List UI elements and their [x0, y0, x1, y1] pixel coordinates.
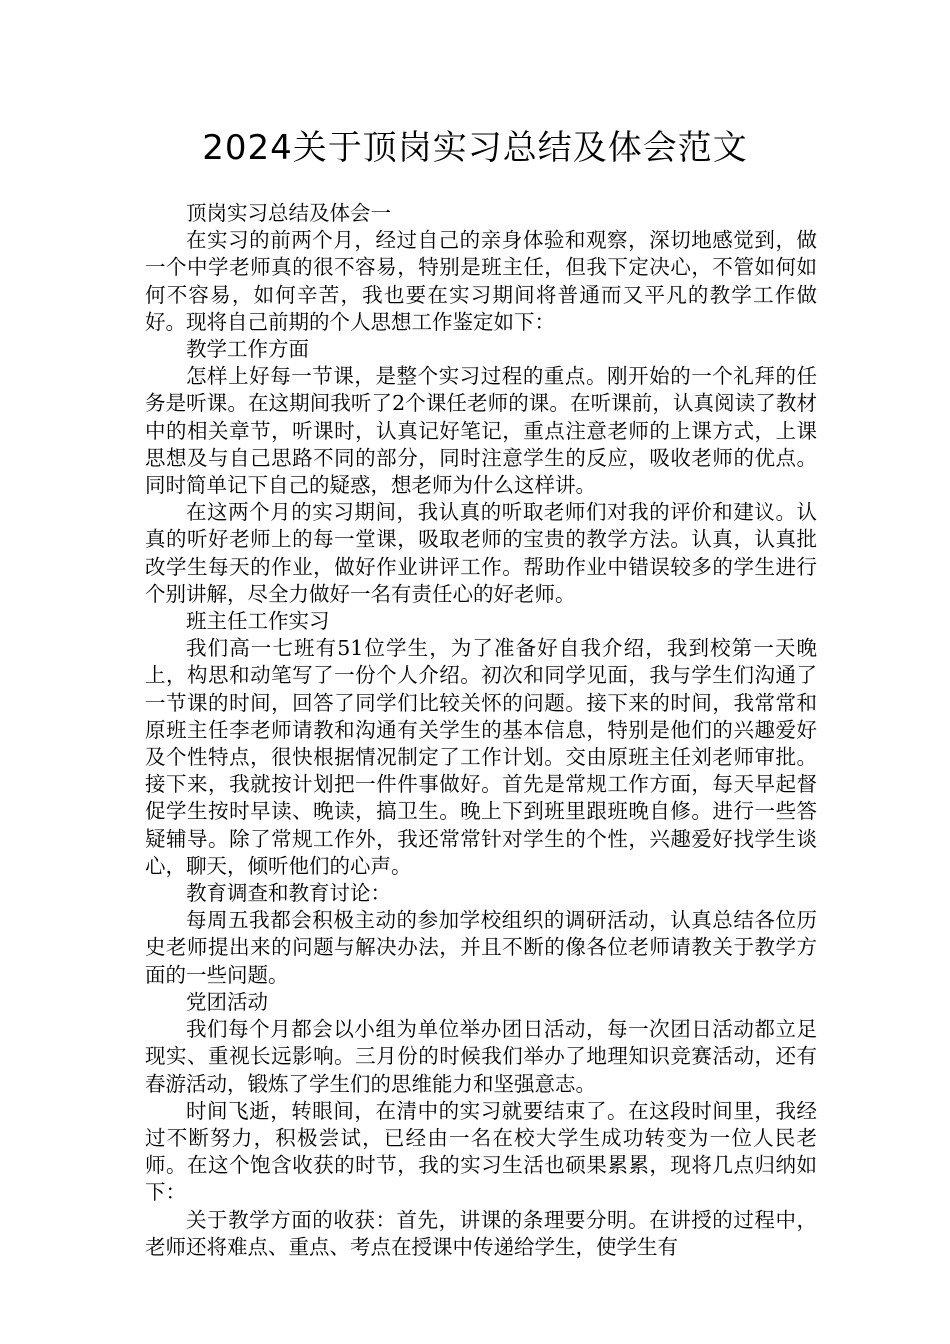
body-paragraph: 我们每个月都会以小组为单位举办团日活动，每一次团日活动都立足现实、重视长远影响。三月份的时候我们举办了地理知识竞赛活动，还有春游活动，锻炼了学生们的思维能力和坚强意志。	[145, 1017, 817, 1096]
document-body	[145, 200, 817, 1261]
section-heading: 党团活动	[186, 989, 268, 1014]
body-paragraph: 我们高一七班有51位学生，为了准备好自我介绍，我到校第一天晚上，构思和动笔写了一份个人介绍。初次和同学见面，我与学生们沟通了一节课的时间，回答了同学们比较关怀的问题。接下来的时间，我常常和原班主任李老师请教和沟通有关学生的基本信息，特别是他们的兴趣爱好及个性特点，很快根据情况制定了工作计划。交由原班主任刘老师审批。接下来，我就按计划把一件件事做好。首先是常规工作方面，每天早起督促学生按时早读、晚读，搞卫生。晚上下到班里跟班晚自修。进行一些答疑辅导。除了常规工作外，我还常常针对学生的个性，兴趣爱好找学生谈心，聊天，倾听他们的心声。	[145, 636, 817, 878]
section-heading: 教育调查和教育讨论：	[186, 881, 391, 906]
section-heading: 班主任工作实习	[186, 609, 330, 634]
body-paragraph: 怎样上好每一节课，是整个实习过程的重点。刚开始的一个礼拜的任务是听课。在这期间我听了2个课任老师的课。在听课前，认真阅读了教材中的相关章节，听课时，认真记好笔记，重点注意老师的上课方式，上课思想及与自己思路不同的部分，同时注意学生的反应，吸收老师的优点。同时简单记下自己的疑惑，想老师为什么这样讲。	[145, 364, 817, 498]
section-heading: 顶岗实习总结及体会一	[186, 201, 391, 225]
body-paragraph: 关于教学方面的收获：首先，讲课的条理要分明。在讲授的过程中，老师还将难点、重点、考点在授课中传递给学生，使学生有	[145, 1207, 817, 1259]
body-paragraph: 在实习的前两个月，经过自己的亲身体验和观察，深切地感觉到，做一个中学老师真的很不容易，特别是班主任，但我下定决心，不管如何如何不容易，如何辛苦，我也要在实习期间将普通而又平凡的教学工作做好。现将自己前期的个人思想工作鉴定如下：	[145, 228, 817, 334]
document-title: 2024关于顶岗实习总结及体会范文	[202, 128, 748, 168]
body-paragraph: 时间飞逝，转眼间，在清中的实习就要结束了。在这段时间里，我经过不断努力，积极尝试，已经由一名在校大学生成功转变为一位人民老师。在这个饱含收获的时节，我的实习生活也硕果累累，现将几点归纳如下：	[145, 1098, 817, 1205]
section-heading: 教学工作方面	[186, 337, 309, 362]
body-paragraph: 在这两个月的实习期间，我认真的听取老师们对我的评价和建议。认真的听好老师上的每一堂课，吸取老师的宝贵的教学方法。认真，认真批改学生每天的作业，做好作业讲评工作。帮助作业中错误较多的学生进行个别讲解，尽全力做好一名有责任心的好老师。	[145, 500, 817, 606]
body-paragraph: 每周五我都会积极主动的参加学校组织的调研活动，认真总结各位历史老师提出来的问题与解决办法，并且不断的像各位老师请教关于教学方面的一些问题。	[145, 908, 817, 987]
